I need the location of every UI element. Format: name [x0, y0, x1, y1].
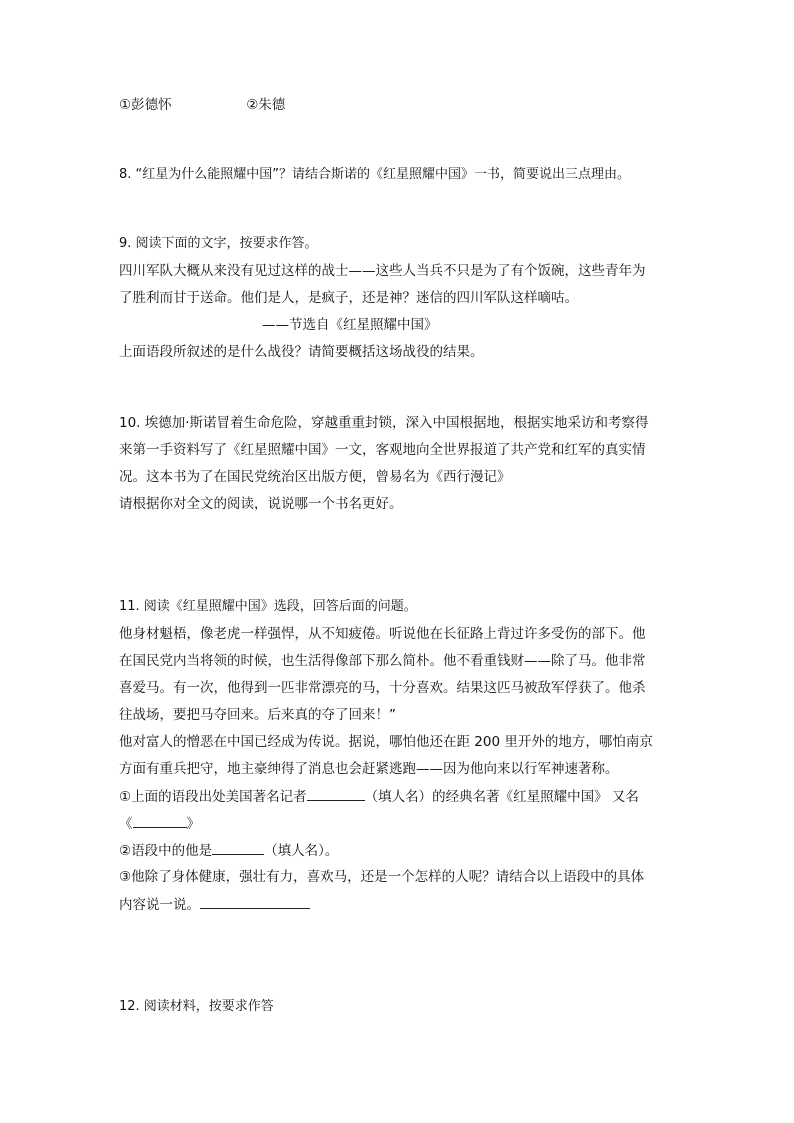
question-10-line-2: 来第一手资料写了《红星照耀中国》一文，客观地向全世界报道了共产党和红军的真实情 — [119, 442, 646, 458]
question-10-line-3: 况。这本书为了在国民党统治区出版方便，曾易名为《西行漫记》 — [119, 469, 511, 485]
question-11-passage-line-6: 方面有重兵把守，地主豪绅得了消息也会赶紧逃跑——因为他向来以行军神速著称。 — [119, 761, 619, 777]
question-11-sub-2 — [119, 840, 338, 861]
question-11-passage-line-5: 他对富人的憎恶在中国已经成为传说。据说，哪怕他还在距 200 里开外的地方，哪怕南京 — [119, 734, 653, 750]
option-2: ②朱德 — [246, 97, 286, 113]
question-11-sub-1 — [119, 786, 639, 807]
sub-2-text-b: （填人名）。 — [264, 843, 339, 859]
question-8: 8. “红星为什么能照耀中国”？请结合斯诺的《红星照耀中国》一书，简要说出三点理由。 — [119, 167, 631, 182]
answer-options — [119, 95, 285, 115]
question-12-title: 12. 阅读材料，按要求作答 — [119, 999, 274, 1014]
question-11-title: 11. 阅读《红星照耀中国》选段，回答后面的问题。 — [119, 599, 417, 614]
question-11-sub-3-cont — [119, 894, 310, 915]
question-11-passage-line-1: 他身材魁梧，像老虎一样强悍，从不知疲倦。听说他在长征路上背过许多受伤的部下。他 — [119, 626, 646, 642]
question-11-passage-line-2: 在国民党内当将领的时候，也生活得像部下那么简朴。他不看重钱财——除了马。他非常 — [119, 653, 646, 669]
sub-1-text-b: （填人名）的经典名著《红星照耀中国》 又名 — [364, 789, 639, 805]
question-10-prompt: 请根据你对全文的阅读，说说哪一个书名更好。 — [119, 496, 403, 512]
question-11-sub-3: ③他除了身体健康，强壮有力，喜欢马，还是一个怎样的人呢？请结合以上语段中的具体 — [119, 869, 645, 885]
question-9-source: ——节选自《红星照耀中国》 — [262, 317, 438, 333]
bracket-close: 》 — [186, 816, 200, 832]
bracket-open: 《 — [119, 816, 133, 832]
alt-title-blank[interactable] — [133, 813, 187, 828]
sub-1-text-a: ①上面的语段出处美国著名记者 — [119, 789, 307, 805]
question-11-sub-1-cont — [119, 813, 200, 834]
question-11-passage-line-4: 往战场，要把马夺回来。后来真的夺了回来！” — [119, 707, 396, 723]
author-name-blank[interactable] — [307, 786, 365, 801]
sub-2-text-a: ②语段中的他是 — [119, 843, 213, 859]
option-1: ①彭德怀 — [119, 97, 172, 113]
question-9-passage-line-2: 了胜利而甘于送命。他们是人，是疯子，还是神？迷信的四川军队这样嘀咕。 — [119, 290, 578, 306]
question-9-passage-line-1: 四川军队大概从来没有见过这样的战士——这些人当兵不只是为了有个饭碗，这些青年为 — [119, 263, 646, 279]
question-9-title: 9. 阅读下面的文字，按要求作答。 — [119, 236, 318, 251]
sub-3-text-b: 内容说一说。 — [119, 897, 200, 913]
person-name-blank[interactable] — [212, 840, 264, 855]
question-11-passage-line-3: 喜爱马。有一次，他得到一匹非常漂亮的马，十分喜欢。结果这匹马被敌军俘获了。他杀 — [119, 680, 646, 696]
question-10-line-1: 10. 埃德加·斯诺冒着生命危险，穿越重重封锁，深入中国根据地，根据实地采访和考察得 — [119, 415, 649, 431]
question-9-prompt: 上面语段所叙述的是什么战役？请简要概括这场战役的结果。 — [119, 344, 484, 360]
description-blank[interactable] — [200, 894, 310, 909]
